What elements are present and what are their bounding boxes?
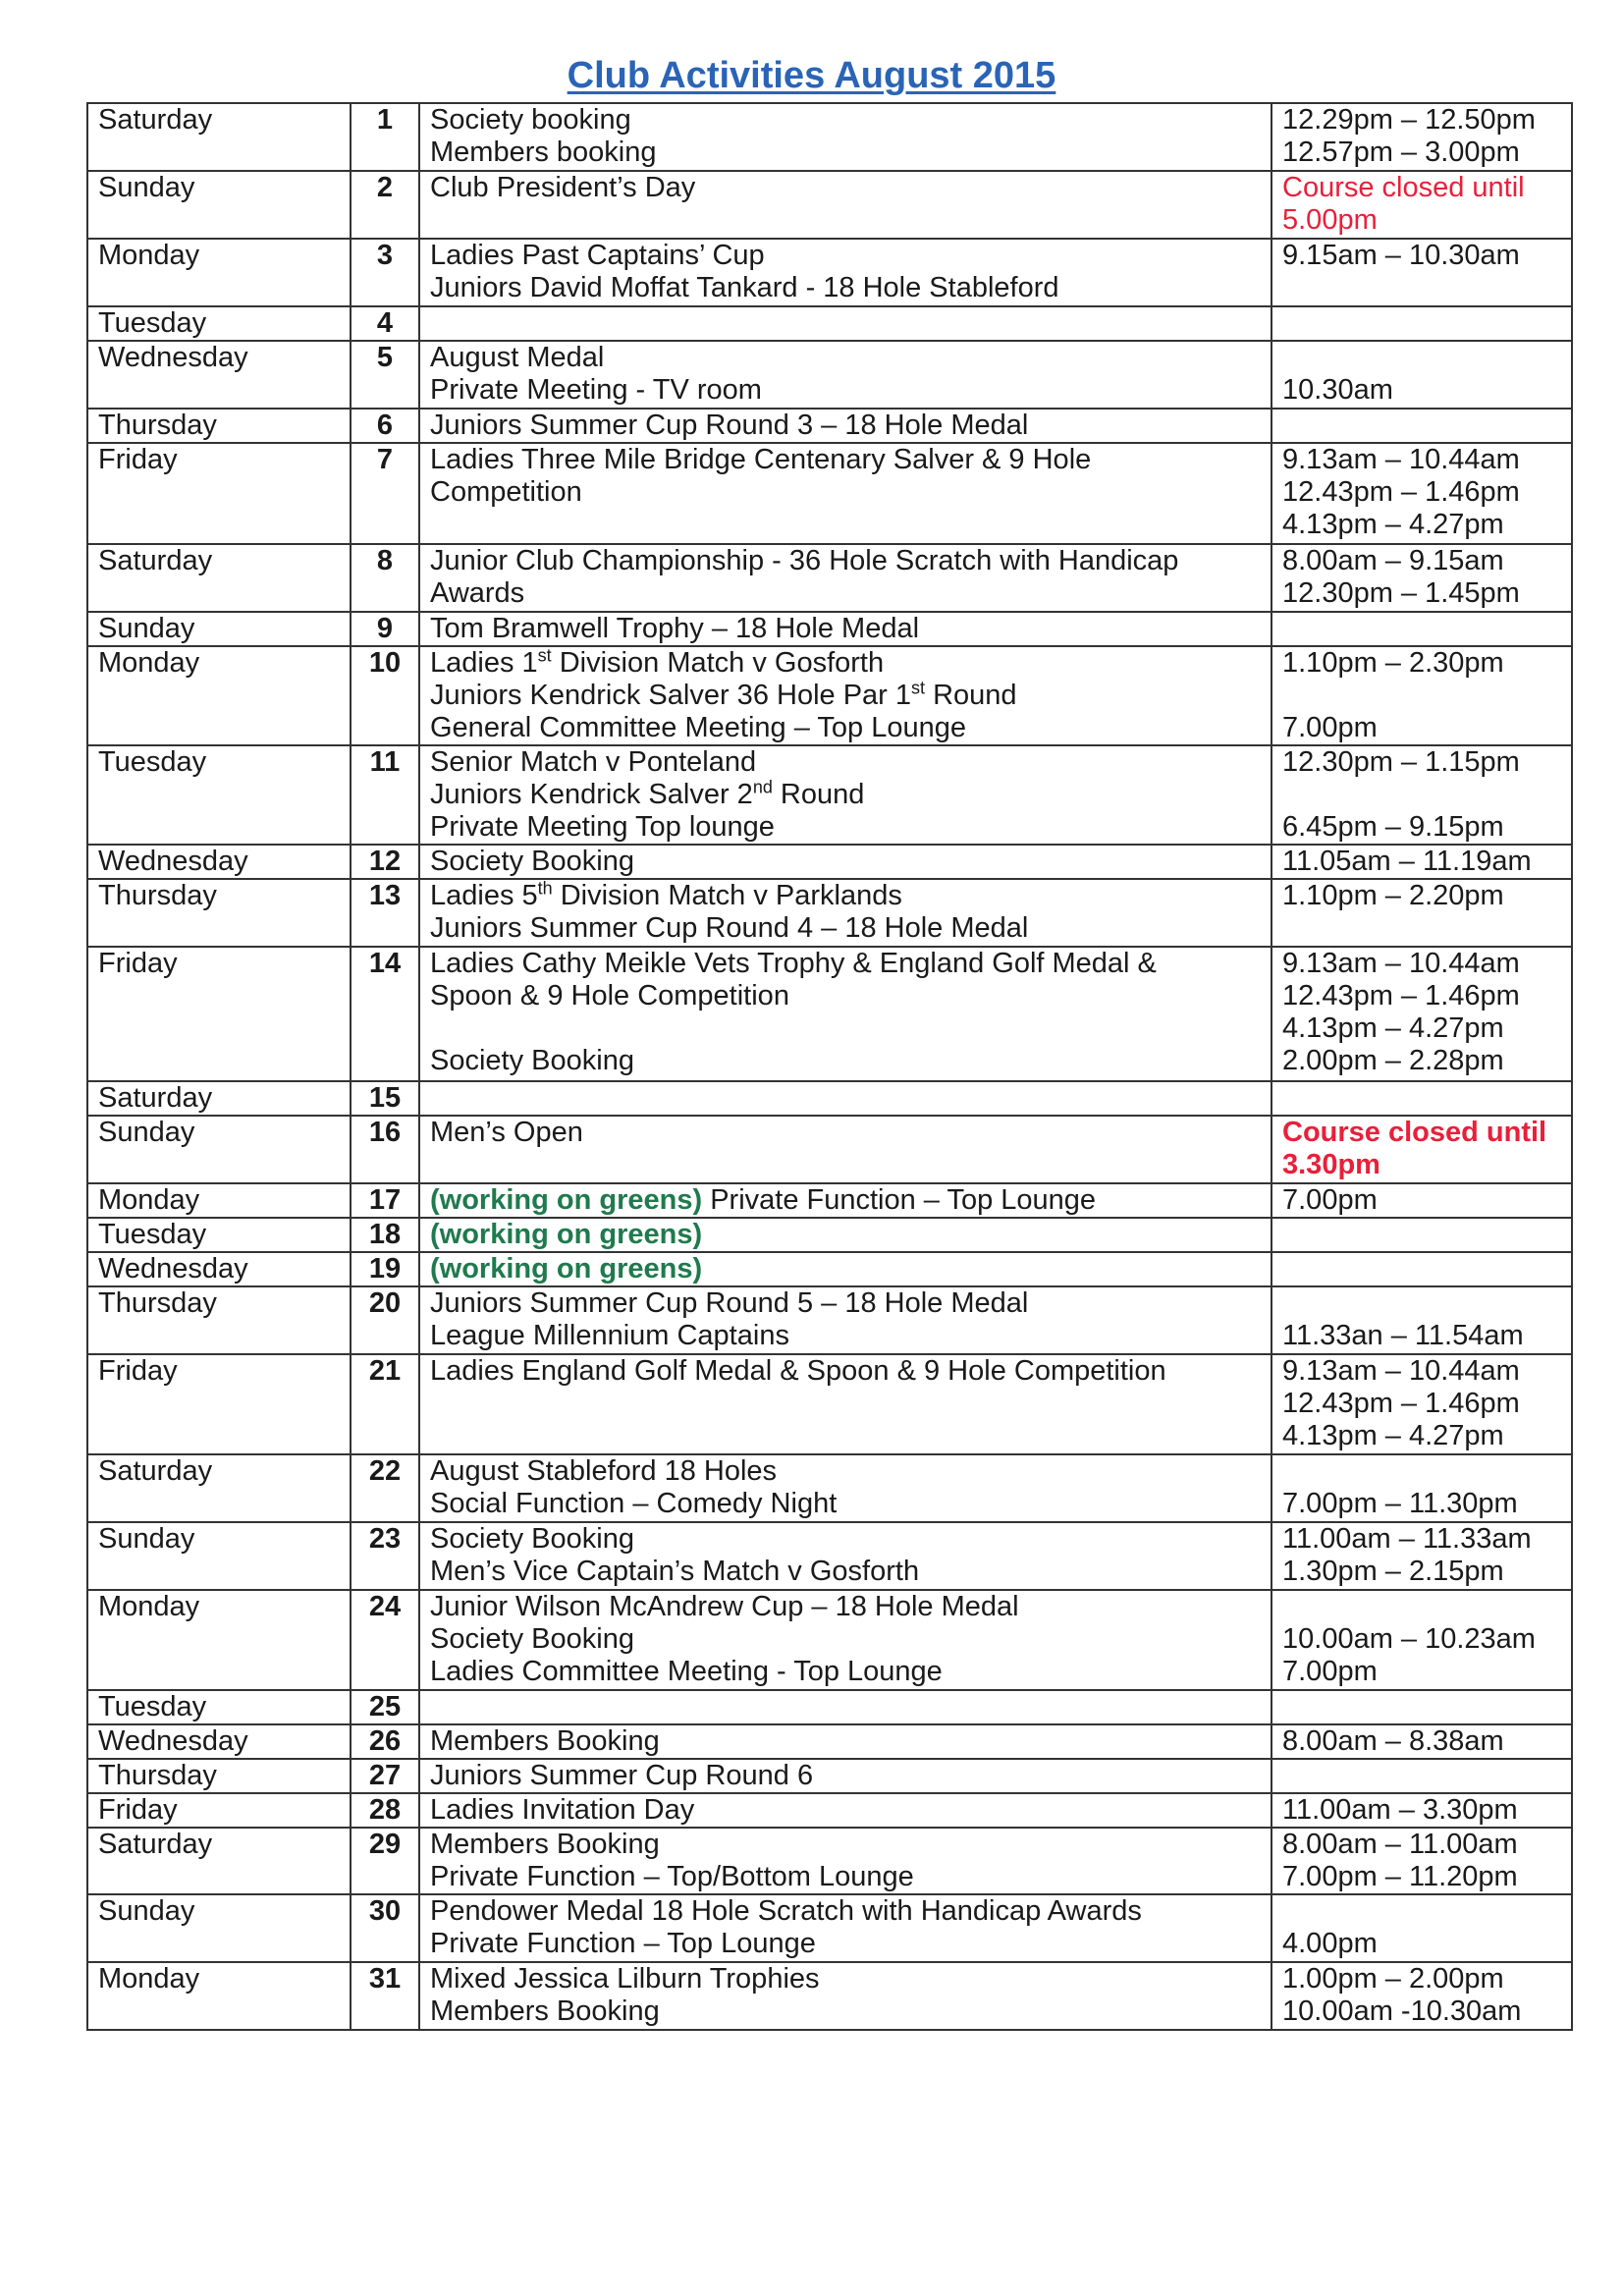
activity-line: Society Booking (430, 1045, 634, 1076)
day-cell: Friday (87, 443, 351, 544)
activities-table-body (87, 103, 1572, 2030)
table-row (87, 1590, 1572, 1690)
activity-cell (419, 1286, 1271, 1354)
day-cell: Monday (87, 646, 351, 745)
activity-cell (419, 1690, 1271, 1724)
time-cell (1271, 1286, 1572, 1354)
day-cell: Thursday (87, 1759, 351, 1793)
table-row (87, 1116, 1572, 1183)
time-cell (1271, 1218, 1572, 1252)
activity-cell (419, 1354, 1271, 1454)
date-cell: 22 (351, 1454, 419, 1522)
activity-line: Juniors Kendrick Salver 2nd Round (430, 777, 865, 810)
table-row (87, 1354, 1572, 1454)
activity-line: Members Booking (430, 1829, 660, 1860)
date-cell: 14 (351, 947, 419, 1081)
activity-cell (419, 1724, 1271, 1759)
activity-line: Mixed Jessica Lilburn Trophies (430, 1963, 820, 1995)
activity-cell (419, 1759, 1271, 1793)
table-row (87, 845, 1572, 879)
time-line (1282, 1591, 1561, 1623)
date-cell: 30 (351, 1894, 419, 1962)
time-line: 10.00am – 10.23am (1282, 1623, 1536, 1655)
time-cell (1271, 1894, 1572, 1962)
activity-cell (419, 1252, 1271, 1286)
date-cell: 27 (351, 1759, 419, 1793)
day-cell: Thursday (87, 879, 351, 947)
time-line: 1.10pm – 2.20pm (1282, 880, 1504, 911)
activity-line: Ladies 1st Division Match v Gosforth (430, 646, 885, 679)
activity-cell (419, 306, 1271, 341)
activity-line: Social Function – Comedy Night (430, 1488, 838, 1519)
time-cell (1271, 544, 1572, 612)
day-cell: Saturday (87, 103, 351, 171)
time-cell (1271, 443, 1572, 544)
time-cell (1271, 1962, 1572, 2030)
date-cell: 31 (351, 1962, 419, 2030)
activity-line: Members booking (430, 137, 657, 168)
time-line: 11.00am – 11.33am (1282, 1523, 1532, 1555)
time-cell (1271, 1724, 1572, 1759)
activity-line: General Committee Meeting – Top Lounge (430, 712, 966, 743)
course-closed-note: 3.30pm (1282, 1149, 1380, 1180)
table-row (87, 1793, 1572, 1828)
time-line: 7.00pm – 11.20pm (1282, 1861, 1518, 1892)
day-cell: Saturday (87, 1454, 351, 1522)
activity-cell (419, 409, 1271, 443)
day-cell: Monday (87, 1183, 351, 1218)
day-cell: Wednesday (87, 341, 351, 409)
activity-line: Spoon & 9 Hole Competition (430, 980, 789, 1011)
time-line: 4.13pm – 4.27pm (1282, 1420, 1504, 1451)
day-cell: Sunday (87, 171, 351, 239)
time-line: 12.43pm – 1.46pm (1282, 1388, 1520, 1419)
time-line: 9.15am – 10.30am (1282, 240, 1520, 271)
activity-cell (419, 612, 1271, 646)
date-cell: 23 (351, 1522, 419, 1590)
activity-line: Ladies Three Mile Bridge Centenary Salver & 9 Hole (430, 444, 1092, 475)
activity-line: Juniors Summer Cup Round 5 – 18 Hole Medal (430, 1287, 1029, 1319)
table-row (87, 171, 1572, 239)
table-row (87, 1828, 1572, 1894)
day-cell: Saturday (87, 1081, 351, 1116)
date-cell: 1 (351, 103, 419, 171)
activity-line: Club President’s Day (430, 172, 696, 203)
table-row (87, 239, 1572, 306)
time-line: 10.00am -10.30am (1282, 1995, 1522, 2027)
activity-line: Ladies England Golf Medal & Spoon & 9 Hole Competition (430, 1355, 1166, 1387)
day-cell: Tuesday (87, 1218, 351, 1252)
date-cell: 3 (351, 239, 419, 306)
time-line: 6.45pm – 9.15pm (1282, 811, 1504, 843)
time-cell (1271, 171, 1572, 239)
activity-line: Pendower Medal 18 Hole Scratch with Handicap Awards (430, 1895, 1142, 1927)
date-cell: 19 (351, 1252, 419, 1286)
date-cell: 26 (351, 1724, 419, 1759)
table-row (87, 879, 1572, 947)
time-cell (1271, 1354, 1572, 1454)
date-cell: 28 (351, 1793, 419, 1828)
table-row (87, 612, 1572, 646)
date-cell: 16 (351, 1116, 419, 1183)
date-cell: 24 (351, 1590, 419, 1690)
activity-cell (419, 544, 1271, 612)
day-cell: Sunday (87, 1522, 351, 1590)
activity-cell (419, 947, 1271, 1081)
time-cell (1271, 879, 1572, 947)
time-line: 9.13am – 10.44am (1282, 1355, 1520, 1387)
activity-cell (419, 1590, 1271, 1690)
activity-line: Men’s Open (430, 1117, 583, 1148)
time-line (1282, 1455, 1561, 1488)
date-cell: 5 (351, 341, 419, 409)
time-line: 8.00am – 8.38am (1282, 1725, 1504, 1757)
day-cell: Wednesday (87, 845, 351, 879)
table-row (87, 1759, 1572, 1793)
day-cell: Monday (87, 1962, 351, 2030)
time-line: 7.00pm – 11.30pm (1282, 1488, 1518, 1519)
time-cell (1271, 1793, 1572, 1828)
day-cell: Wednesday (87, 1724, 351, 1759)
activity-line: Society booking (430, 104, 631, 136)
time-cell (1271, 1081, 1572, 1116)
activity-line: Society Booking (430, 1623, 634, 1655)
time-line: 10.30am (1282, 374, 1393, 406)
activity-cell (419, 1081, 1271, 1116)
day-cell: Friday (87, 1354, 351, 1454)
day-cell: Thursday (87, 409, 351, 443)
date-cell: 15 (351, 1081, 419, 1116)
time-line (1282, 1895, 1561, 1928)
table-row (87, 1724, 1572, 1759)
day-cell: Saturday (87, 1828, 351, 1894)
activity-cell (419, 845, 1271, 879)
time-line: 7.00pm (1282, 1656, 1378, 1687)
time-line: 12.57pm – 3.00pm (1282, 137, 1520, 168)
table-row (87, 947, 1572, 1081)
activity-cell (419, 239, 1271, 306)
activity-line: Men’s Vice Captain’s Match v Gosforth (430, 1556, 920, 1587)
activity-line: Juniors David Moffat Tankard - 18 Hole Stableford (430, 272, 1059, 303)
day-cell: Wednesday (87, 1252, 351, 1286)
activity-line: Junior Club Championship - 36 Hole Scratch with Handicap (430, 545, 1179, 576)
activity-line: Juniors Summer Cup Round 4 – 18 Hole Medal (430, 912, 1029, 944)
time-line (1282, 342, 1561, 374)
date-cell: 10 (351, 646, 419, 745)
activity-line: Ladies Past Captains’ Cup (430, 240, 765, 271)
activity-cell (419, 1793, 1271, 1828)
time-cell (1271, 947, 1572, 1081)
activity-line: Juniors Summer Cup Round 3 – 18 Hole Medal (430, 410, 1029, 441)
table-row (87, 1522, 1572, 1590)
activities-table (86, 102, 1573, 2031)
activity-line: Ladies 5th Division Match v Parklands (430, 879, 902, 911)
day-cell: Friday (87, 1793, 351, 1828)
time-cell (1271, 845, 1572, 879)
time-line: 4.13pm – 4.27pm (1282, 1012, 1504, 1044)
activity-cell (419, 103, 1271, 171)
day-cell: Saturday (87, 544, 351, 612)
table-row (87, 341, 1572, 409)
day-cell: Thursday (87, 1286, 351, 1354)
day-cell: Tuesday (87, 745, 351, 845)
day-cell: Sunday (87, 612, 351, 646)
date-cell: 8 (351, 544, 419, 612)
activity-line: August Stableford 18 Holes (430, 1455, 778, 1487)
table-row (87, 1286, 1572, 1354)
date-cell: 25 (351, 1690, 419, 1724)
activity-cell (419, 646, 1271, 745)
time-cell (1271, 1454, 1572, 1522)
time-line: 8.00am – 9.15am (1282, 545, 1504, 576)
date-cell: 18 (351, 1218, 419, 1252)
activity-cell (419, 1116, 1271, 1183)
activity-cell (419, 1522, 1271, 1590)
activity-cell (419, 745, 1271, 845)
table-row (87, 443, 1572, 544)
activity-cell (419, 1962, 1271, 2030)
activity-line: Juniors Summer Cup Round 6 (430, 1760, 814, 1791)
time-cell (1271, 1690, 1572, 1724)
date-cell: 9 (351, 612, 419, 646)
activity-cell (419, 1183, 1271, 1218)
activity-line: Senior Match v Ponteland (430, 746, 757, 778)
date-cell: 13 (351, 879, 419, 947)
time-cell (1271, 1183, 1572, 1218)
working-on-greens-note: (working on greens) (430, 1253, 703, 1285)
time-line: 7.00pm (1282, 712, 1378, 743)
activity-cell (419, 1454, 1271, 1522)
time-line: 11.33an – 11.54am (1282, 1320, 1524, 1351)
table-row (87, 646, 1572, 745)
activity-cell (419, 1828, 1271, 1894)
date-cell: 2 (351, 171, 419, 239)
time-line: 11.05am – 11.19am (1282, 846, 1532, 877)
time-line (1282, 779, 1561, 811)
time-cell (1271, 409, 1572, 443)
time-cell (1271, 239, 1572, 306)
time-line: 12.43pm – 1.46pm (1282, 980, 1520, 1011)
day-cell: Sunday (87, 1116, 351, 1183)
activity-cell (419, 879, 1271, 947)
course-closed-note: 5.00pm (1282, 204, 1378, 236)
time-line: 9.13am – 10.44am (1282, 948, 1520, 979)
course-closed-note: Course closed until (1282, 1117, 1547, 1148)
day-cell: Monday (87, 239, 351, 306)
time-line: 1.00pm – 2.00pm (1282, 1963, 1504, 1995)
activity-line: Private Function – Top Lounge (430, 1928, 816, 1959)
activity-line (430, 1219, 1261, 1251)
date-cell: 21 (351, 1354, 419, 1454)
time-line: 4.13pm – 4.27pm (1282, 509, 1504, 540)
activity-line: Tom Bramwell Trophy – 18 Hole Medal (430, 613, 920, 644)
date-cell: 4 (351, 306, 419, 341)
table-row (87, 103, 1572, 171)
time-cell (1271, 1252, 1572, 1286)
date-cell: 6 (351, 409, 419, 443)
activity-line: League Millennium Captains (430, 1320, 789, 1351)
activity-line: Ladies Invitation Day (430, 1794, 695, 1826)
time-line: 12.43pm – 1.46pm (1282, 476, 1520, 508)
table-row (87, 1081, 1572, 1116)
table-row (87, 1690, 1572, 1724)
day-cell: Friday (87, 947, 351, 1081)
activity-cell (419, 341, 1271, 409)
time-line: 8.00am – 11.00am (1282, 1829, 1518, 1860)
activity-line: Private Meeting Top lounge (430, 811, 775, 843)
page-title: Club Activities August 2015 (567, 55, 1056, 96)
activity-line: August Medal (430, 342, 605, 373)
time-line: 4.00pm (1282, 1928, 1378, 1959)
time-cell (1271, 612, 1572, 646)
date-cell: 12 (351, 845, 419, 879)
time-line: 11.00am – 3.30pm (1282, 1794, 1518, 1826)
time-cell (1271, 1522, 1572, 1590)
activity-line: Junior Wilson McAndrew Cup – 18 Hole Medal (430, 1591, 1019, 1622)
time-line: 12.30pm – 1.45pm (1282, 577, 1520, 609)
table-row (87, 745, 1572, 845)
time-cell (1271, 306, 1572, 341)
activity-line (430, 1012, 1261, 1045)
time-cell (1271, 1116, 1572, 1183)
time-line: 1.10pm – 2.30pm (1282, 647, 1504, 679)
day-cell: Tuesday (87, 306, 351, 341)
activity-line (430, 1253, 1261, 1285)
table-row (87, 1218, 1572, 1252)
activity-line: (working on greens) Private Function – Top Lounge (430, 1184, 1097, 1216)
time-line: 7.00pm (1282, 1184, 1378, 1216)
working-on-greens-note: (working on greens) (430, 1184, 703, 1216)
date-cell: 17 (351, 1183, 419, 1218)
day-cell: Sunday (87, 1894, 351, 1962)
table-row (87, 544, 1572, 612)
working-on-greens-note: (working on greens) (430, 1219, 703, 1250)
time-line: 2.00pm – 2.28pm (1282, 1045, 1504, 1076)
day-cell: Tuesday (87, 1690, 351, 1724)
time-cell (1271, 1590, 1572, 1690)
date-cell: 7 (351, 443, 419, 544)
activity-line: Ladies Cathy Meikle Vets Trophy & England Golf Medal & (430, 948, 1157, 979)
activity-cell (419, 171, 1271, 239)
table-row (87, 1183, 1572, 1218)
time-line: 12.29pm – 12.50pm (1282, 104, 1536, 136)
table-row (87, 1454, 1572, 1522)
activity-cell (419, 1894, 1271, 1962)
activity-line: Private Meeting - TV room (430, 374, 762, 406)
course-closed-note: Course closed until (1282, 172, 1525, 203)
time-line: 1.30pm – 2.15pm (1282, 1556, 1504, 1587)
activity-line: Members Booking (430, 1725, 660, 1757)
date-cell: 11 (351, 745, 419, 845)
time-line: 9.13am – 10.44am (1282, 444, 1520, 475)
time-cell (1271, 341, 1572, 409)
activity-line: Private Function – Top/Bottom Lounge (430, 1861, 914, 1892)
table-row (87, 306, 1572, 341)
time-line: 12.30pm – 1.15pm (1282, 746, 1520, 778)
time-line (1282, 680, 1561, 712)
time-cell (1271, 103, 1572, 171)
time-cell (1271, 646, 1572, 745)
activity-line: Ladies Committee Meeting - Top Lounge (430, 1656, 943, 1687)
table-row (87, 409, 1572, 443)
table-row (87, 1894, 1572, 1962)
activity-line: Competition (430, 476, 582, 508)
date-cell: 20 (351, 1286, 419, 1354)
time-cell (1271, 1828, 1572, 1894)
date-cell: 29 (351, 1828, 419, 1894)
activity-line: Society Booking (430, 1523, 634, 1555)
activity-line: Members Booking (430, 1995, 660, 2027)
activity-line: Awards (430, 577, 525, 609)
activity-line: Juniors Kendrick Salver 36 Hole Par 1st Round (430, 678, 1017, 711)
time-cell (1271, 1759, 1572, 1793)
table-row (87, 1962, 1572, 2030)
activity-line: Society Booking (430, 846, 634, 877)
activity-cell (419, 443, 1271, 544)
day-cell: Monday (87, 1590, 351, 1690)
time-cell (1271, 745, 1572, 845)
time-line (1282, 1287, 1561, 1320)
table-row (87, 1252, 1572, 1286)
activity-cell (419, 1218, 1271, 1252)
